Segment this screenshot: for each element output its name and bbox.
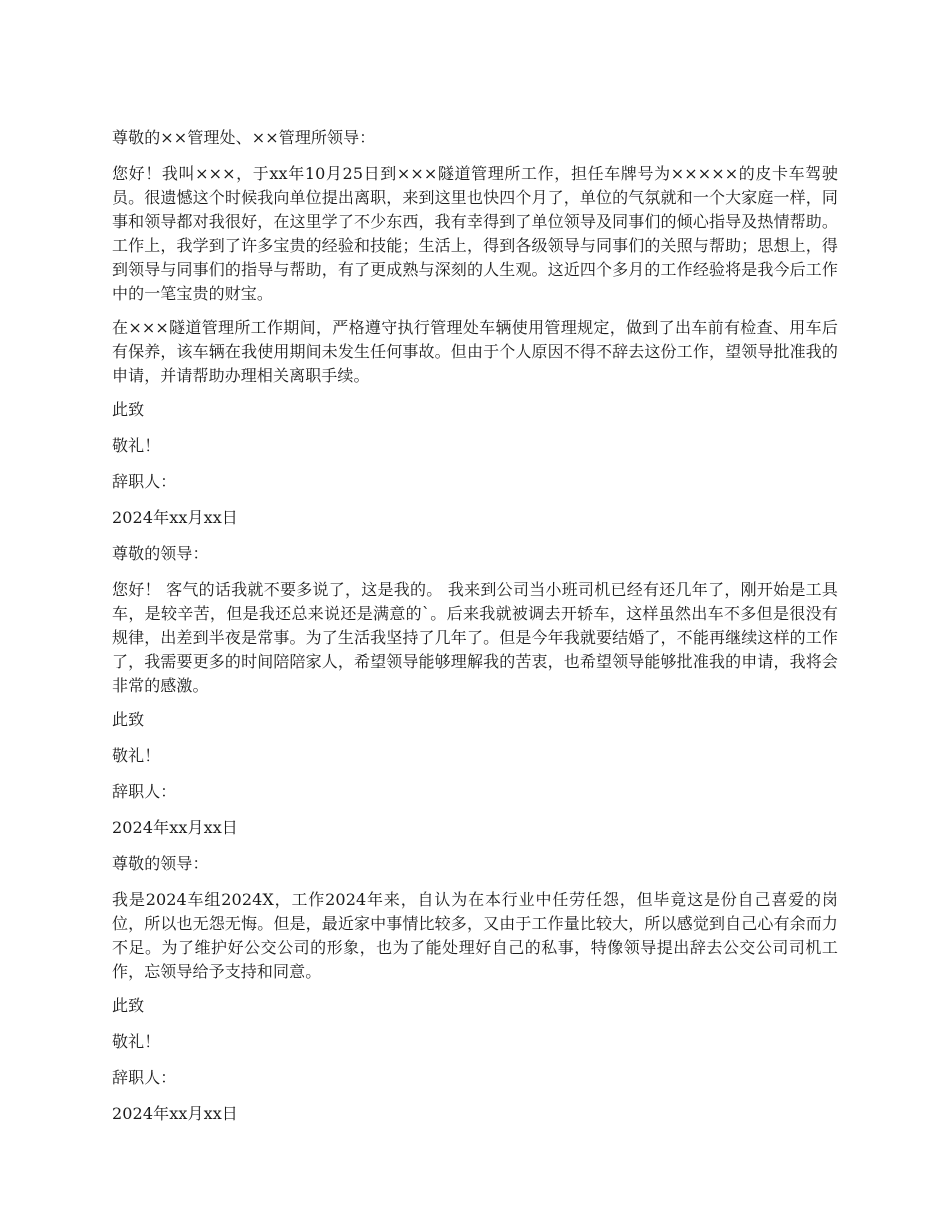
resignation-letter-1 [112, 126, 838, 530]
closing: 此致 [112, 710, 145, 729]
signature-label: 辞职人： [112, 782, 177, 801]
resignation-letter-2 [112, 542, 838, 840]
salutation: 尊敬的××管理处、××管理所领导： [112, 128, 376, 147]
body-paragraph: 在×××隧道管理所工作期间，严格遵守执行管理处车辆使用管理规定，做到了出车前有检查、用车后有保养，该车辆在我使用期间未发生任何事故。但由于个人原因不得不辞去这份工作，望领导批准我的申请，并请帮助办理相关离职手续。 [112, 318, 838, 385]
regards: 敬礼！ [112, 746, 161, 765]
body-paragraph: 您好！我叫×××，于xx年10月25日到×××隧道管理所工作，担任车牌号为×××××的皮卡车驾驶员。很遗憾这个时候我向单位提出离职，来到这里也快四个月了，单位的气氛就和一个大家庭一样，同事和领导都对我很好，在这里学了不少东西，我有幸得到了单位领导及同事们的倾心指导及热情帮助。工作上，我学到了许多宝贵的经验和技能；生活上，得到各级领导与同事们的关照与帮助；思想上，得到领导与同事们的指导与帮助，有了更成熟与深刻的人生观。这近四个多月的工作经验将是我今后工作中的一笔宝贵的财宝。 [112, 164, 838, 303]
letter-date: 2024年xx月xx日 [112, 1104, 238, 1123]
salutation: 尊敬的领导： [112, 854, 209, 873]
closing: 此致 [112, 400, 145, 419]
salutation: 尊敬的领导： [112, 544, 209, 563]
letter-date: 2024年xx月xx日 [112, 508, 238, 527]
resignation-letter-3 [112, 852, 838, 1126]
signature-label: 辞职人： [112, 472, 177, 491]
closing: 此致 [112, 996, 145, 1015]
regards: 敬礼！ [112, 436, 161, 455]
regards: 敬礼！ [112, 1032, 161, 1051]
body-paragraph: 您好！ 客气的话我就不要多说了，这是我的。 我来到公司当小班司机已经有还几年了，刚开始是工具车，是较辛苦，但是我还总来说还是满意的`。后来我就被调去开轿车，这样虽然出车不多但是很没有规律，出差到半夜是常事。为了生活我坚持了几年了。但是今年我就要结婚了，不能再继续这样的工作了，我需要更多的时间陪陪家人，希望领导能够理解我的苦衷，也希望领导能够批准我的申请，我将会非常的感激。 [112, 580, 838, 695]
letter-date: 2024年xx月xx日 [112, 818, 238, 837]
body-paragraph: 我是2024车组2024X，工作2024年来，自认为在本行业中任劳任怨，但毕竟这是份自己喜爱的岗位，所以也无怨无悔。但是，最近家中事情比较多，又由于工作量比较大，所以感觉到自己心有余而力不足。为了维护好公交公司的形象，也为了能处理好自己的私事，特像领导提出辞去公交公司司机工作，忘领导给予支持和同意。 [112, 890, 838, 981]
signature-label: 辞职人： [112, 1068, 177, 1087]
